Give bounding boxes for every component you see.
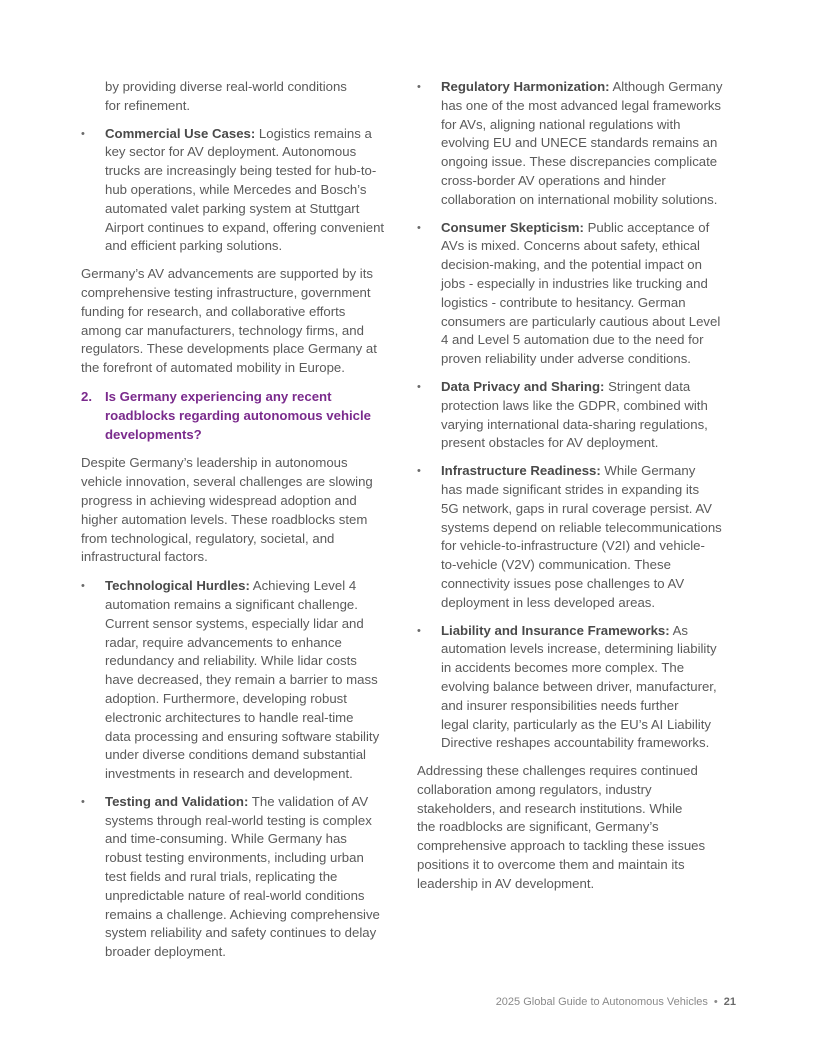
text-line: has made significant strides in expanding its	[441, 481, 700, 497]
question-number: 2.	[81, 388, 92, 404]
page-number: 21	[723, 996, 736, 1008]
text-line: unpredictable nature of real-world conditions	[105, 887, 365, 903]
bullet-marker: •	[417, 221, 421, 234]
text-line: 5G network, gaps in rural coverage persist. AV	[441, 500, 712, 516]
text-line: logistics - contribute to hesitancy. German	[441, 294, 686, 310]
text-line: ongoing issue. These discrepancies complicate	[441, 154, 718, 170]
text-line: Airport continues to expand, offering convenient	[105, 219, 385, 235]
text-line: Achieving Level 4	[249, 578, 357, 594]
bullet-lead: Commercial Use Cases:	[105, 125, 256, 141]
text-line: consumers are particularly cautious about Level	[441, 313, 721, 329]
text-line: broader deployment.	[105, 944, 226, 960]
bullet-lead: Data Privacy and Sharing:	[441, 378, 605, 394]
footer-guide-title: 2025 Global Guide to Autonomous Vehicles	[495, 996, 708, 1008]
text-line: have decreased, they remain a barrier to mass	[105, 672, 378, 688]
text-line: the roadblocks are significant, Germany’s	[417, 819, 659, 835]
text-line: the forefront of automated mobility in Europe.	[81, 360, 345, 376]
text-line: hub operations, while Mercedes and Bosch’s	[105, 181, 367, 197]
bullet-marker: •	[417, 465, 421, 478]
text-line: 4 and Level 5 automation due to the need for	[441, 332, 704, 348]
text-line: Germany’s AV advancements are supported by its	[81, 266, 373, 282]
text-line: and efficient parking solutions.	[105, 238, 283, 254]
bullet-commercial-use-cases	[81, 125, 399, 257]
text-line: Public acceptance of	[583, 219, 710, 235]
text-line: collaboration among regulators, industry	[417, 781, 652, 797]
question-line: Is Germany experiencing any recent	[105, 388, 332, 404]
text-line: and insurer responsibilities needs further	[441, 697, 679, 713]
bullet-marker: •	[417, 81, 421, 93]
bullet-technological-hurdles	[81, 577, 399, 784]
intro-continuation	[81, 78, 399, 116]
text-line: varying international data-sharing regulations,	[441, 416, 708, 432]
text-line: comprehensive approach to tackling these issues	[417, 838, 706, 854]
question-line: roadblocks regarding autonomous vehicle	[105, 407, 372, 423]
text-line: automation remains a significant challenge.	[105, 596, 358, 612]
question-line: developments?	[105, 426, 202, 442]
bullet-lead: Testing and Validation:	[105, 793, 249, 809]
text-line: from technological, regulatory, societal, and	[81, 530, 335, 546]
bullet-lead: Regulatory Harmonization:	[441, 79, 610, 94]
text-line: system reliability and safety continues to delay	[105, 925, 377, 941]
text-line: systems through real-world testing is complex	[105, 812, 372, 828]
text-line: has one of the most advanced legal frameworks	[441, 97, 722, 113]
bullet-marker: •	[81, 127, 85, 140]
text-line: stakeholders, and research institutions. While	[417, 800, 683, 816]
text-line: trucks are increasingly being tested for hub-to-	[105, 163, 377, 179]
text-line: Directive reshapes accountability frameworks.	[441, 735, 710, 751]
text-line: Although Germany	[609, 79, 723, 94]
bullet-marker: •	[417, 624, 421, 637]
text-line: infrastructural factors.	[81, 549, 208, 565]
text-line: remains a challenge. Achieving comprehensive	[105, 906, 380, 922]
footer-separator: •	[713, 996, 718, 1008]
page-footer	[496, 996, 736, 1008]
text-line: deployment in less developed areas.	[441, 594, 656, 610]
text-line: regulators. These developments place Germany at	[81, 341, 377, 357]
bullet-marker: •	[417, 380, 421, 393]
text-line: vehicle innovation, several challenges are slowing	[81, 474, 373, 490]
text-line: connectivity issues pose challenges to AV	[441, 575, 685, 591]
text-line: evolving balance between driver, manufacturer,	[441, 678, 717, 694]
text-line: collaboration on international mobility solutions.	[441, 191, 718, 207]
bullet-consumer-skepticism	[417, 219, 739, 369]
bullet-infrastructure-readiness	[417, 462, 739, 612]
text-line: decision-making, and the potential impact on	[441, 257, 702, 273]
text-line: present obstacles for AV deployment.	[441, 435, 659, 451]
bullet-data-privacy	[417, 378, 739, 453]
closing-paragraph	[417, 762, 739, 894]
text-line: progress in achieving widespread adoption and	[81, 492, 357, 508]
text-line: Current sensor systems, especially lidar and	[105, 615, 364, 631]
answer-intro-paragraph	[81, 454, 399, 567]
bullet-lead: Liability and Insurance Frameworks:	[441, 622, 670, 638]
text-line: test fields and rural trials, replicating the	[105, 869, 338, 885]
text-line: Stringent data	[604, 378, 691, 394]
text-line: funding for research, and collaborative efforts	[81, 303, 346, 319]
bullet-testing-and-validation	[81, 793, 399, 962]
text-line: data processing and ensuring software stability	[105, 728, 380, 744]
bullet-lead: Technological Hurdles:	[105, 578, 250, 594]
text-line: While Germany	[600, 463, 696, 479]
bullet-marker: •	[81, 795, 85, 808]
text-line: Logistics remains a	[255, 125, 372, 141]
text-line: for AVs, aligning national regulations with	[441, 116, 681, 132]
text-line: jobs - especially in industries like trucking and	[441, 275, 708, 291]
text-line: cross-border AV operations and hinder	[441, 172, 666, 188]
text-line: adoption. Furthermore, developing robust	[105, 690, 347, 706]
text-line: to-vehicle (V2V) communication. These	[441, 557, 671, 573]
text-line: key sector for AV deployment. Autonomous	[105, 144, 357, 160]
text-line: automation levels increase, determining liability	[441, 641, 717, 657]
text-line: protection laws like the GDPR, combined with	[441, 397, 708, 413]
text-line: under diverse conditions demand substantial	[105, 747, 366, 763]
text-line: robust testing environments, including urban	[105, 850, 364, 866]
right-column	[417, 78, 739, 904]
text-line: for refinement.	[105, 97, 191, 113]
text-line: higher automation levels. These roadblocks stem	[81, 511, 368, 527]
text-line: evolving EU and UNECE standards remains an	[441, 135, 718, 151]
text-line: investments in research and development.	[105, 766, 353, 782]
text-line: redundancy and reliability. While lidar costs	[105, 653, 357, 669]
left-column	[81, 78, 399, 971]
question-heading	[81, 388, 399, 444]
text-line: automated valet parking system at Stuttgart	[105, 200, 360, 216]
text-line: proven reliability under adverse conditions.	[441, 351, 691, 367]
bullet-liability-insurance	[417, 622, 739, 754]
text-line: in accidents becomes more complex. The	[441, 660, 685, 676]
text-line: positions it to overcome them and maintain its	[417, 857, 685, 873]
text-line: for vehicle-to-infrastructure (V2I) and vehicle-	[441, 538, 705, 554]
text-line: leadership in AV development.	[417, 875, 595, 891]
text-line: The validation of AV	[248, 793, 369, 809]
text-line: AVs is mixed. Concerns about safety, ethical	[441, 238, 700, 254]
bullet-lead: Infrastructure Readiness:	[441, 463, 601, 479]
text-line: by providing diverse real-world conditions	[105, 79, 347, 94]
text-line: and time-consuming. While Germany has	[105, 831, 347, 847]
text-line: radar, require advancements to enhance	[105, 634, 342, 650]
text-line: As	[669, 622, 688, 638]
summary-paragraph	[81, 265, 399, 378]
text-line: Addressing these challenges requires continued	[417, 763, 698, 779]
text-line: systems depend on reliable telecommunications	[441, 519, 722, 535]
text-line: electronic architectures to handle real-time	[105, 709, 354, 725]
bullet-marker: •	[81, 580, 85, 593]
text-line: comprehensive testing infrastructure, government	[81, 284, 371, 300]
text-line: among car manufacturers, technology firms, and	[81, 322, 364, 338]
bullet-regulatory-harmonization	[417, 78, 739, 210]
text-line: legal clarity, particularly as the EU’s AI Liability	[441, 716, 711, 732]
text-line: Despite Germany’s leadership in autonomous	[81, 455, 348, 471]
bullet-lead: Consumer Skepticism:	[441, 219, 584, 235]
